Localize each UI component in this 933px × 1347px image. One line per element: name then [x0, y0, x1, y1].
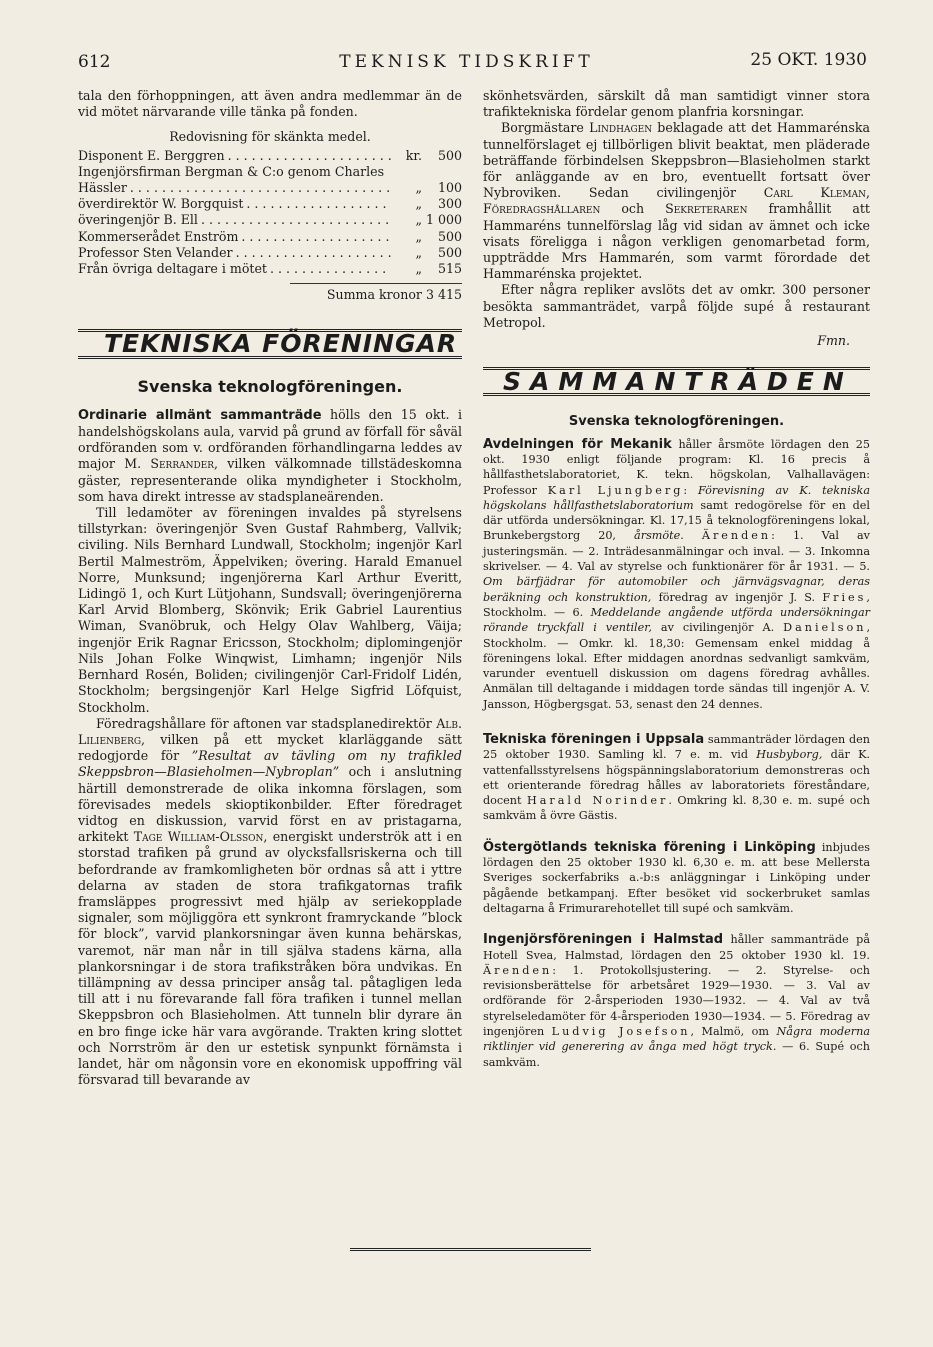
section-title-left: Svenska teknologföreningen. [137, 376, 403, 396]
section-banner-foreningar: TEKNISKA FÖRENINGAR [78, 329, 462, 358]
donation-row: Hässler . . . „ 100 [78, 180, 462, 196]
mekanik-notice: Avdelningen för Mekanik håller årsmöte lördagen den 25 okt. 1930 enligt följande program: Kl. 16 precis å hållfasthetslaboratoriet, K. tekn. högskolan, Valhallavägen: Professor Karl Ljungberg: Förevisning av K. tekniska högskolans hållfasthetslaboratorium samt redogörelse för en del där utförda undersökningar. Kl. 17,15 å teknologföreningens lokal, Brunkebergstorg 20, årsmöte. Ärenden: 1. Val av justeringsmän. — 2. Inträdesanmälningar och inval. — 3. Inkomna skrivelser. — 4. Val av styrelse och funktionärer för år 1931. — 5. Om bärfjädrar för automobiler och järnvägsvagnar, deras beräkning och konstruktion, föredrag av ingenjör J. S. Fries, Stockholm. — 6. Meddelande angående utförda undersökningar rörande tryckfall i ventiler, av civilingenjör A. Danielson, Stockholm. — Omkr. kl. 18,30: Gemensam enkel middag å föreningens lokal. Efter middagen anordnas sedvanligt samkväm, varunder eventuell diskussion om dagens föredrag avhålles. Anmälan till deltagande i middagen torde sändas till ingenjör A. V. Jansson, Högbergsgat. 53, senast den 24 dennes. [483, 436, 870, 711]
bottom-divider [350, 1248, 591, 1251]
intro-paragraph: tala den förhoppningen, att även andra medlemmar än de vid mötet närvarande ville tänka på fonden. [78, 88, 462, 120]
signature: Fmn. [817, 333, 850, 349]
new-members-paragraph: Till ledamöter av föreningen invaldes på styrelsens tillstyrkan: överingenjör Sven Gustaf Rahmberg, Vallvik; civiling. Nils Bernhard Lundwall, Stockholm; ingenjör Karl Bertil Malmeström, Äppelviken; övering. Harald Emanuel Norre, Munksund; ingenjörerna Karl Arthur Everitt, Lidingö 1, och Kurt Lütjohann, Sundsvall; överingenjörerna Karl Arvid Blomberg, Skönvik; Erik Gabriel Laurentius Wiman, Svanöbruk, och Helgy Olav Wahlberg, Väija; ingenjör Erik Ragnar Ericsson, Stockholm; diplomingenjör Nils Johan Folke Winqwist, Limhamn; ingenjör Nils Bernhard Rosén, Boliden; civilingenjör Carl-Fridolf Lidén, Stockholm; bergsingenjör Karl Helge Sigfrid Löfquist, Stockholm. [78, 505, 462, 715]
halmstad-notice: Ingenjörsföreningen i Halmstad håller sammanträde på Hotell Svea, Halmstad, lördagen den 25 oktober 1930 kl. 19. Ärenden: 1. Protokollsjustering. — 2. Styrelse- och revisionsberättelse för arbetsåret 1929—1930. — 3. Val av ordförande för 2-årsperioden 1930—1932. — 4. Val av två styrelseledamöter för 4-årsperioden 1930—1934. — 5. Föredrag av ingenjören Ludvig Josefson, Malmö, om Några moderna riktlinjer vid generering av ånga med högt tryck. — 6. Supé och samkväm. [483, 932, 870, 1069]
donation-row: Ingenjörsfirman Bergman & C:o genom Charles [78, 163, 385, 179]
uppsala-notice: Tekniska föreningen i Uppsala sammanträder lördagen den 25 oktober 1930. Samling kl. 7 e. m. vid Husbyborg, där K. vattenfallsstyrelsens högspänningslaboratorium demonstreras och ett orienterande föredrag hålles av laboratoriets föreståndare, docent Harald Norinder. Omkring kl. 8,30 e. m. supé och samkväm å övre Gästis. [483, 732, 870, 823]
lecture-paragraph: Föredragshållare för aftonen var stadsplanedirektör Alb. Lilienberg, vilken på ett mycket klarläggande sätt redogjorde för ”Resultat av tävling om ny trafikled Skeppsbron—Blasieholmen—Nybroplan” och i anslutning härtill demonstrerade de olika inkomna förslagen, som förevisades medels skioptikonbilder. Efter föredraget vidtog en diskussion, varvid först en av pristagarna, arkitekt Tage William-Olsson, energiskt underströk att i en storstad trafiken på grund av olycksfallsriskerna och till befordrande av framkomligheten bör ordnas så att i yttre delarna av staden de stora trafikgatornas trafik framsläppes progressivt med hjälp av seriekopplade signaler, som möjliggöra ett synkront framryckande ”block för block”, varvid plankorsningar även kunna behärskas, varemot, när man når in till själva stadens kärna, alla plankorsningar i de stora trafikstråken böra undvikas. En tillämpning av dessa principer ansåg tal. påtagligen leda till att i nu förevarande fall föra trafiken i tunnel mellan Skeppsbron och Blasieholmen. Att tunneln blir dyrare än en bro finge icke här vara avgörande. Trakten kring slottet och Norrström är den ur estetisk synpunkt förnämsta i landet, här om någonsin vore en ekonomisk uppoffring väl försvarad till bevarande av [78, 715, 462, 1088]
donation-row: Professor Sten Velander . . . „ 500 [78, 245, 462, 261]
donation-row: Disponent E. Berggren . . . kr. 500 [78, 148, 462, 164]
donations-title: Redovisning för skänkta medel. [169, 129, 371, 145]
sum-divider [290, 283, 462, 284]
meeting-paragraph: Ordinarie allmänt sammanträde hölls den 15 okt. i handelshögskolans aula, varvid på grund av förfall för såväl ordföranden som v. ordföranden förhandlingarna leddes av major M. Serrander, vilken välkomnade tillstädeskomna gäster, representerande olika myndigheter i Stockholm, som hava direkt intresse av stadsplaneärenden. [78, 406, 463, 504]
donation-row: Från övriga deltagare i mötet . . . „ 515 [78, 261, 462, 277]
ostergotland-notice: Östergötlands tekniska förening i Linköping inbjudes lördagen den 25 oktober 1930 kl. 6,30 e. m. att bese Mellersta Sveriges sockerfabriks a.-b:s anläggningar i Linköping under pågående betkampanj. Efter besöket vid sockerbruket samlas deltagarna å Frimurarehotellet till supé och samkväm. [483, 839, 870, 915]
continuation-paragraph: skönhetsvärden, särskilt då man samtidigt vinner stora trafiktekniska fördelar genom planfria korsningar. [483, 88, 870, 120]
donation-row: överdirektör W. Borgquist . . . „ 300 [78, 196, 462, 212]
discussion-paragraph: Borgmästare Lindhagen beklagade att det Hammarénska tunnelförslaget ej tillbörligen blivit beaktat, men pläderade beträffande förbindelsen Skeppsbron—Blasieholmen starkt för anläggande av en bro, eventuellt fortsatt över Nybroviken. Sedan civilingenjör Carl Kleman, Föredragshållaren och Sekreteraren framhållit att Hammaréns tunnelförslag låg vid sidan av ämnet och icke visats föreligga i någon verkligen genomarbetad form, uppträdde Mrs Hammarén, som varmt förordade det Hammarénska projektet. [483, 120, 870, 282]
donations-list [78, 148, 462, 278]
section-title-right: Svenska teknologföreningen. [568, 414, 785, 430]
donation-row: Kommerserådet Enström . . . „ 500 [78, 229, 462, 245]
donation-row: överingenjör B. Ell . . . „ 1 000 [78, 212, 462, 228]
issue-date: 25 OKT. 1930 [750, 50, 867, 70]
right-column [483, 88, 870, 1070]
closing-paragraph: Efter några repliker avslöts det av omkr. 300 personer besökta sammanträdet, varpå följde supé å restaurant Metropol. [483, 282, 870, 330]
sum-total: Summa kronor 3 415 [326, 287, 462, 303]
page-number: 612 [78, 52, 111, 72]
left-column [78, 88, 462, 1088]
journal-title: TEKNISK TIDSKRIFT [339, 52, 594, 72]
section-banner-sammantraden: SAMMANTRÄDEN [483, 367, 870, 396]
